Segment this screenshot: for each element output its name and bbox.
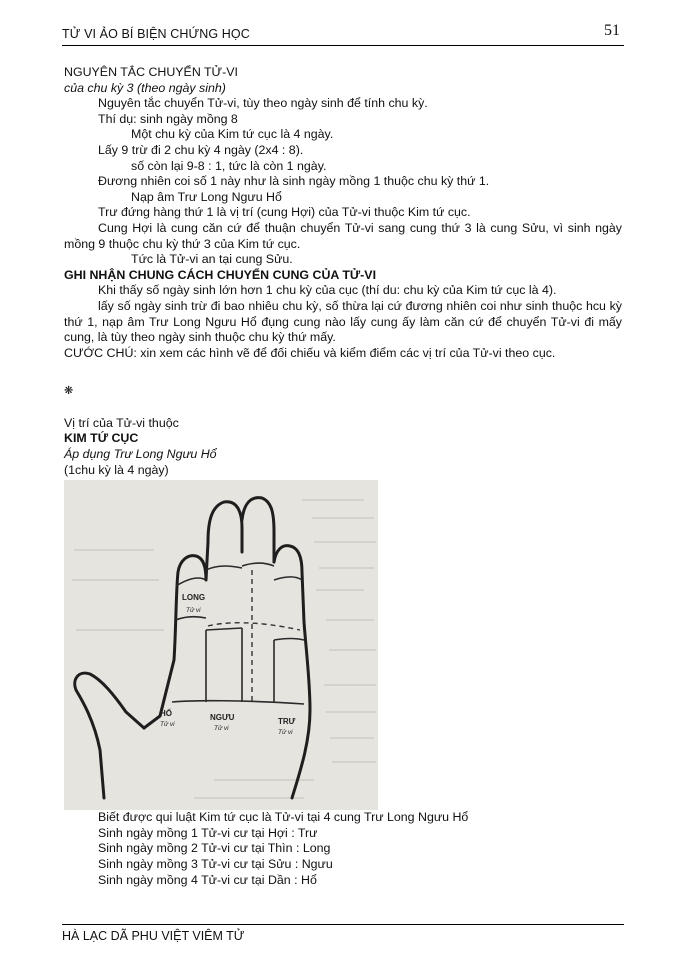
text-paragraph: Khi thấy số ngày sinh lớn hơn 1 chu kỳ của cục (thí du: chu kỳ của Kim tứ cục là 4). bbox=[98, 283, 557, 298]
section2-heading: GHI NHẬN CHUNG CÁCH CHUYỂN CUNG CỦA TỬ-VI bbox=[64, 267, 377, 282]
text-line: Thí dụ: sinh ngày mồng 8 bbox=[98, 111, 238, 126]
text-line: Một chu kỳ của Kim tứ cục là 4 ngày. bbox=[131, 127, 334, 142]
hand-diagram-image bbox=[64, 480, 378, 810]
section3-subtitle: Áp dụng Trư Long Ngưu Hổ bbox=[64, 447, 217, 462]
section3-intro: Vị trí của Tử-vi thuộc bbox=[64, 415, 179, 430]
text-line: Tức là Tử-vi an tại cung Sửu. bbox=[131, 252, 293, 267]
section1-subheading: của chu kỳ 3 (theo ngày sinh) bbox=[64, 80, 226, 95]
hand-drawing bbox=[64, 480, 378, 810]
text-line: Nguyên tắc chuyển Tử-vi, tùy theo ngày sinh để tính chu kỳ. bbox=[98, 96, 428, 111]
label-tru: TRƯ bbox=[278, 717, 296, 727]
label-tuvi: Tử vi bbox=[160, 721, 175, 729]
text-line: Trư đứng hàng thứ 1 là vị trí (cung Hợi) của Tử-vi thuộc Kim tứ cục. bbox=[98, 205, 471, 220]
text-line: Đương nhiên coi số 1 này như là sinh ngày mồng 1 thuộc chu kỳ thứ 1. bbox=[98, 174, 490, 189]
figure-caption: Biết được qui luật Kim tứ cục là Tử-vi tại 4 cung Trư Long Ngưu Hổ bbox=[98, 810, 469, 825]
label-tuvi: Tử vi bbox=[214, 725, 229, 733]
list-item: Sinh ngày mồng 3 Tử-vi cư tại Sửu : Ngưu bbox=[98, 857, 333, 872]
section1-heading: NGUYÊN TẮC CHUYỂN TỬ-VI bbox=[64, 65, 238, 79]
page-header bbox=[62, 23, 624, 46]
author-name: HÀ LẠC DÃ PHU VIỆT VIÊM TỬ bbox=[62, 929, 245, 943]
label-tuvi: Tử vi bbox=[278, 729, 293, 737]
book-title: TỬ VI ẢO BÍ BIỆN CHỨNG HỌC bbox=[62, 27, 250, 41]
label-tuvi: Tử vi bbox=[186, 607, 201, 615]
section3-title: KIM TỨ CỤC bbox=[64, 431, 139, 446]
text-paragraph: Cung Hợi là cung căn cứ để thuận chuyển Tử-vi sang cung thứ 3 là cung Sửu, vì sinh ngày mồng 9 thuộc chu kỳ thứ 3 của Kim tứ cục. bbox=[64, 220, 622, 251]
section3-note: (1chu kỳ là 4 ngày) bbox=[64, 462, 169, 477]
label-nguu: NGƯU bbox=[210, 713, 235, 723]
label-ho: HỔ bbox=[160, 709, 172, 719]
separator-ornament: ❋ bbox=[64, 385, 74, 398]
page-footer bbox=[62, 924, 624, 945]
page-content bbox=[64, 65, 622, 888]
text-line: Nạp âm Trư Long Ngưu Hổ bbox=[131, 189, 282, 204]
label-long: LONG bbox=[182, 593, 206, 603]
list-item: Sinh ngày mồng 1 Tử-vi cư tại Hợi : Trư bbox=[98, 825, 318, 840]
list-item: Sinh ngày mồng 4 Tử-vi cư tại Dần : Hổ bbox=[98, 872, 317, 887]
footnote: CƯỚC CHÚ: xin xem các hình vẽ để đối chiếu và kiểm điểm các vị trí của Tử-vi theo cục. bbox=[64, 345, 556, 360]
text-paragraph: lấy số ngày sinh trừ đi bao nhiêu chu kỳ, số thừa lại cứ đương nhiên coi như sinh thuộc hcu kỳ thứ 1, nạp âm Trư Long Ngưu Hổ đụng cung nào lấy cung ấy làm căn cứ để chuyển Tử-vi đi mấy cung, là tùy theo ngày sinh thuộc chu kỳ thứ mấy. bbox=[64, 298, 622, 345]
list-item: Sinh ngày mồng 2 Tử-vi cư tại Thìn : Long bbox=[98, 841, 331, 856]
text-line: số còn lại 9-8 : 1, tức là còn 1 ngày. bbox=[131, 158, 327, 173]
text-line: Lấy 9 trừ đi 2 chu kỳ 4 ngày (2x4 : 8). bbox=[98, 142, 304, 157]
page-number: 51 bbox=[604, 22, 620, 39]
